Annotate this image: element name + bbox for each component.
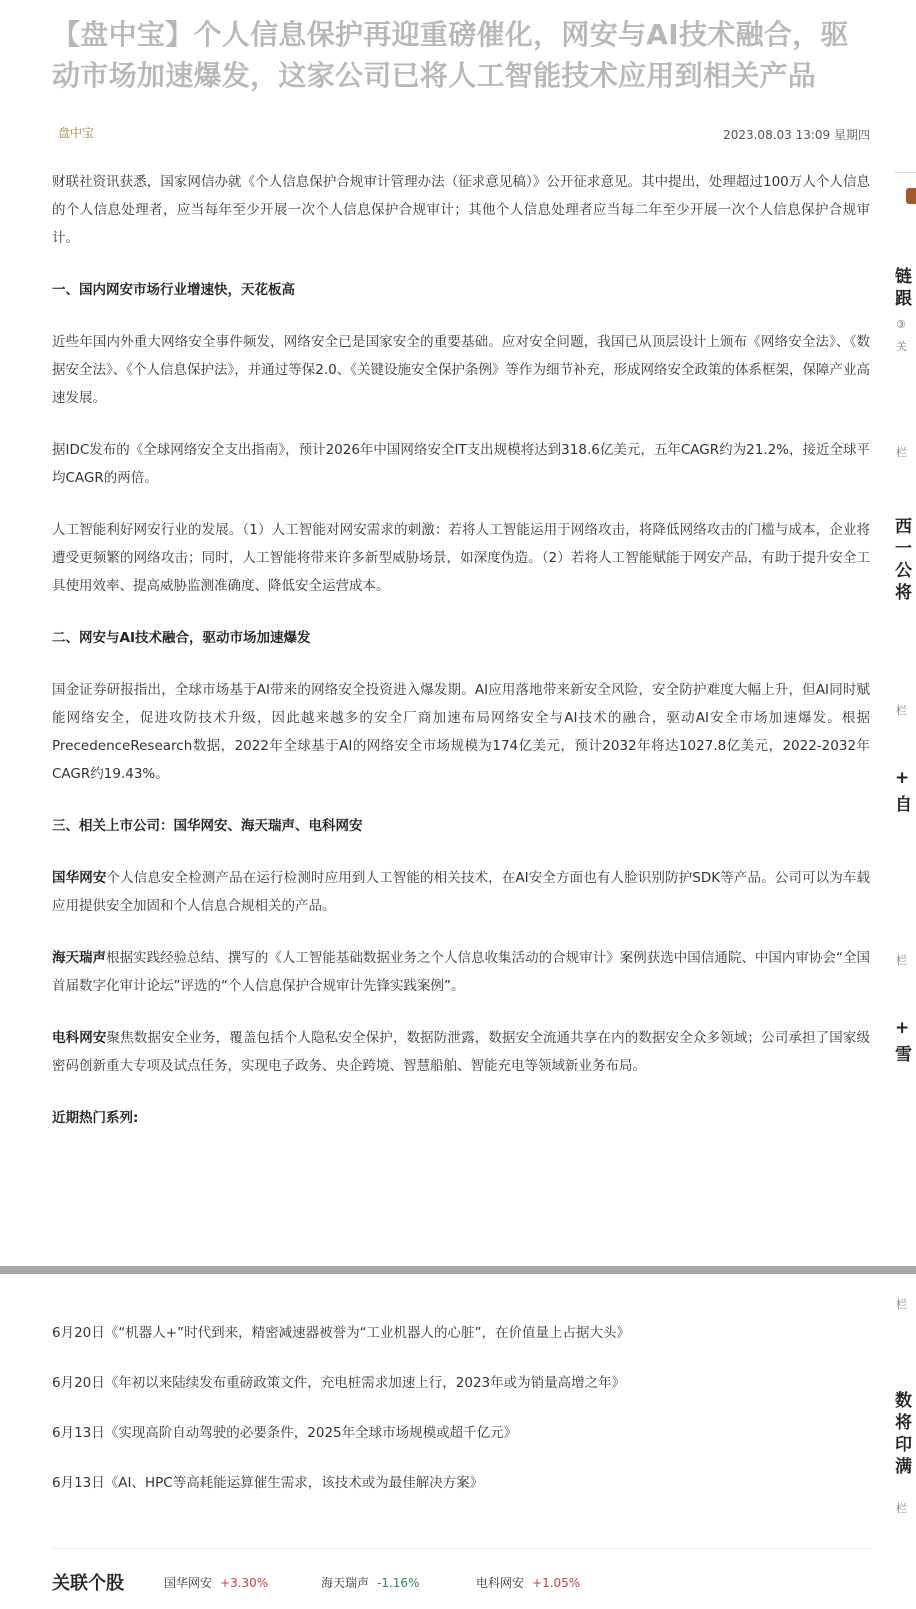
recent-series-label: 近期热门系列: [52, 1110, 139, 1126]
stock-name-2: 海天瑞声 [321, 1576, 370, 1590]
section-2-heading: 二、网安与AI技术融合，驱动市场加速爆发 [52, 630, 311, 646]
rail-fragment[interactable]: 链 [895, 267, 912, 287]
section-3-heading: 三、相关上市公司：国华网安、海天瑞声、电科网安 [52, 818, 363, 834]
rail-fragment[interactable]: + [895, 768, 910, 788]
series-item-4[interactable]: 6月13日《AI、HPC等高耗能运算催生需求，该技术或为最佳解决方案》 [52, 1475, 484, 1491]
rail-fragment: 栏 [896, 954, 907, 967]
related-stocks-title: 关联个股 [52, 1573, 124, 1594]
right-sidebar-clipped [894, 0, 916, 1609]
rail-fragment[interactable]: 数 [895, 1391, 912, 1411]
rail-fragment: 栏 [896, 1298, 907, 1311]
article-meta [52, 124, 870, 154]
section-1-paragraph-1: 近些年国内外重大网络安全事件频发，网络安全已是国家安全的重要基础。应对安全问题，我国已从顶层设计上颁布《网络安全法》、《数据安全法》、《个人信息保护法》，并通过等保2.0、《关键设施安全保护条例》等作为细节补充，形成网络安全政策的体系框架，保障产业高速发展。 [52, 334, 870, 406]
rail-fragment[interactable]: 雪 [895, 1045, 912, 1065]
rail-fragment[interactable]: 将 [895, 583, 912, 603]
article-datetime: 2023.08.03 13:09 星期四 [723, 128, 870, 142]
rail-fragment[interactable]: 印 [895, 1435, 912, 1455]
company-name-3[interactable]: 电科网安 [52, 1030, 107, 1046]
article-container [52, 0, 870, 1156]
section-1-heading: 一、国内网安市场行业增速快，天花板高 [52, 282, 295, 298]
article-source[interactable]: 盘中宝 [58, 126, 95, 140]
rail-fragment[interactable]: 跟 [895, 289, 912, 309]
company-text-2: 根据实践经验总结、撰写的《人工智能基础数据业务之个人信息收集活动的合规审计》案例获选中国信通院、中国内审协会“全国首届数字化审计论坛”评选的“个人信息保护合规审计先锋实践案例”。 [52, 950, 871, 994]
rail-fragment: ③ [896, 318, 906, 331]
rail-divider [894, 172, 916, 173]
stock-name-1: 国华网安 [164, 1576, 213, 1590]
intro-paragraph: 财联社资讯获悉，国家网信办就《个人信息保护合规审计管理办法（征求意见稿）》公开征求意见。其中提出，处理超过100万人个人信息的个人信息处理者，应当每年至少开展一次个人信息保护合规审计；其他个人信息处理者应当每二年至少开展一次个人信息保护合规审计。 [52, 174, 870, 246]
rail-fragment: 栏 [896, 446, 907, 459]
section-1-paragraph-3: 人工智能利好网安行业的发展。（1）人工智能对网安需求的刺激：若将人工智能运用于网络攻击，将降低网络攻击的门槛与成本，企业将遭受更频繁的网络攻击；同时，人工智能将带来许多新型威胁场景，如深度伪造。（2）若将人工智能赋能于网安产品，有助于提升安全工具使用效率、提高威胁监测准确度、降低安全运营成本。 [52, 522, 870, 594]
rail-fragment[interactable]: 一 [895, 539, 912, 559]
related-stocks [52, 1564, 870, 1594]
article-title: 【盘中宝】个人信息保护再迎重磅催化，网安与AI技术融合，驱动市场加速爆发，这家公司已将人工智能技术应用到相关产品 [52, 18, 849, 92]
stock-item-3[interactable] [476, 1574, 580, 1591]
rail-fragment: 栏 [896, 1502, 907, 1515]
company-name-1[interactable]: 国华网安 [52, 870, 107, 886]
stock-item-1[interactable] [164, 1574, 268, 1591]
rail-fragment[interactable]: 公 [895, 561, 912, 581]
series-item-2[interactable]: 6月20日《年初以来陆续发布重磅政策文件，充电桩需求加速上行，2023年或为销量高增之年》 [52, 1375, 626, 1391]
stock-item-2[interactable] [321, 1574, 419, 1591]
stock-change-3: +1.05% [532, 1576, 581, 1590]
stock-change-2: -1.16% [377, 1576, 420, 1590]
company-paragraph-1 [52, 864, 870, 920]
rail-fragment[interactable]: 自 [895, 795, 912, 815]
series-list [52, 1322, 870, 1522]
company-text-1: 个人信息安全检测产品在运行检测时应用到人工智能的相关技术，在AI安全方面也有人脸识别防护SDK等产品。公司可以为车载应用提供安全加固和个人信息合规相关的产品。 [52, 870, 870, 914]
section-2-paragraph: 国金证券研报指出，全球市场基于AI带来的网络安全投资进入爆发期。AI应用落地带来新安全风险，安全防护难度大幅上升，但AI同时赋能网络安全，促进攻防技术升级，因此越来越多的安全厂商加速布局网络安全与AI技术的融合，驱动AI安全市场加速爆发。根据PrecedenceResearch数据，2022年全球基于AI的网络安全市场规模为174亿美元，预计2032年将达1027.8亿美元，2022-2032年CAGR约19.43%。 [52, 682, 870, 782]
rail-badge [906, 188, 916, 204]
section-divider [0, 1266, 916, 1274]
series-item-3[interactable]: 6月13日《实现高阶自动驾驶的必要条件，2025年全球市场规模或超千亿元》 [52, 1425, 518, 1441]
article-body [52, 168, 870, 1132]
rail-fragment: 关 [896, 340, 907, 353]
company-name-2[interactable]: 海天瑞声 [52, 950, 107, 966]
company-paragraph-3 [52, 1024, 870, 1080]
series-item-1[interactable]: 6月20日《“机器人+”时代到来，精密减速器被誉为“工业机器人的心脏”，在价值量上占据大头》 [52, 1325, 631, 1341]
stock-change-1: +3.30% [220, 1576, 269, 1590]
rail-fragment: 栏 [896, 704, 907, 717]
company-paragraph-2 [52, 944, 870, 1000]
rail-fragment[interactable]: 将 [895, 1413, 912, 1433]
rail-fragment[interactable]: 满 [895, 1457, 912, 1477]
company-text-3: 聚焦数据安全业务，覆盖包括个人隐私安全保护，数据防泄露，数据安全流通共享在内的数据安全众多领域；公司承担了国家级密码创新重大专项及试点任务，实现电子政务、央企跨境、智慧船舶、智能充电等领域新业务布局。 [52, 1030, 871, 1074]
rail-fragment[interactable]: + [895, 1018, 910, 1038]
rail-fragment[interactable]: 西 [895, 517, 912, 537]
stock-name-3: 电科网安 [476, 1576, 525, 1590]
section-1-paragraph-2: 据IDC发布的《全球网络安全支出指南》，预计2026年中国网络安全IT支出规模将达到318.6亿美元，五年CAGR约为21.2%，接近全球平均CAGR的两倍。 [52, 442, 870, 486]
related-divider [52, 1548, 870, 1549]
